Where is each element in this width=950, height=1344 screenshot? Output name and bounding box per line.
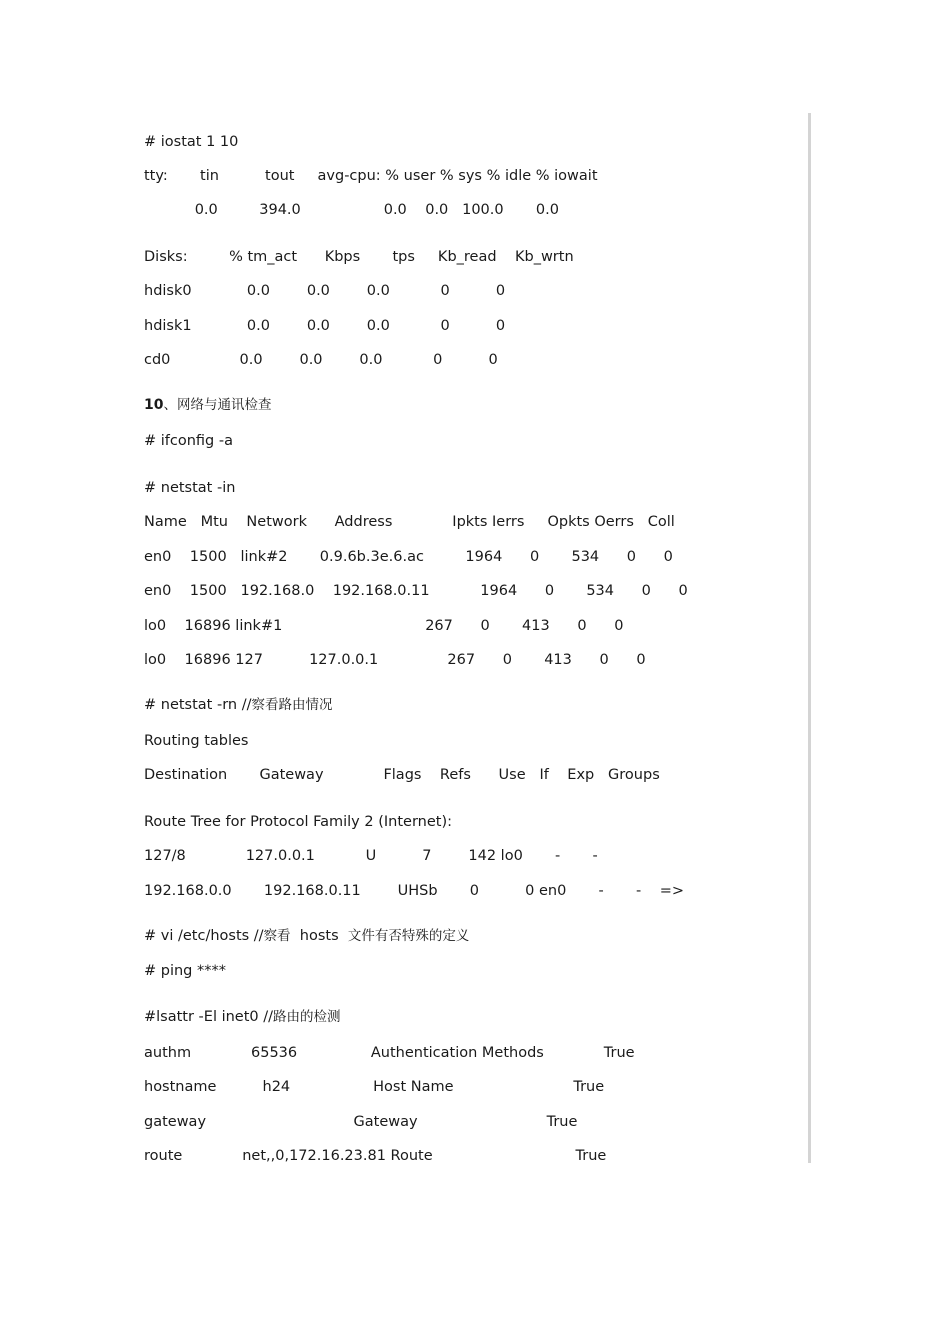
text-line <box>144 282 505 300</box>
text-line <box>144 432 233 450</box>
text-line <box>144 882 684 900</box>
text-line <box>144 513 675 531</box>
chinese-text: 、网络与通讯检查 <box>163 397 272 413</box>
line-text: gateway Gateway True <box>144 1114 578 1130</box>
text-line <box>144 548 673 566</box>
line-text: # netstat -rn // <box>144 697 252 713</box>
line-text: lo0 16896 link#1 267 0 413 0 0 <box>144 618 624 634</box>
page-margin-rule <box>808 113 811 1163</box>
line-text: hdisk1 0.0 0.0 0.0 0 0 <box>144 318 506 334</box>
chinese-text: 察看路由情况 <box>251 697 333 713</box>
line-text: 127/8 127.0.0.1 U 7 142 lo0 - - <box>144 848 598 864</box>
text-line <box>144 317 505 335</box>
text-line <box>144 1044 635 1062</box>
text-line <box>144 582 688 600</box>
line-text: #lsattr -El inet0 // <box>144 1009 274 1025</box>
line-text: authm 65536 Authentication Methods True <box>144 1045 635 1061</box>
section-number: 10 <box>144 397 164 413</box>
chinese-text: 察看 <box>263 928 291 944</box>
text-line <box>144 201 559 219</box>
line-text: Destination Gateway Flags Refs Use If Exp Groups <box>144 767 660 783</box>
line-text: Route Tree for Protocol Family 2 (Internet): <box>144 814 452 830</box>
text-line <box>144 617 623 635</box>
text-line <box>144 696 332 714</box>
text-line <box>144 1147 606 1165</box>
text-line <box>144 732 248 750</box>
line-text: en0 1500 link#2 0.9.6b.3e.6.ac 1964 0 534 0 0 <box>144 549 673 565</box>
text-line <box>144 351 498 369</box>
line-text: Disks: % tm_act Kbps tps Kb_read Kb_wrtn <box>144 249 574 265</box>
line-text: Name Mtu Network Address Ipkts Ierrs Opkts Oerrs Coll <box>144 514 675 530</box>
chinese-text: 文件有否特殊的定义 <box>347 928 470 944</box>
line-text: # vi /etc/hosts // <box>144 928 264 944</box>
text-line <box>144 167 598 185</box>
line-text: tty: tin tout avg-cpu: % user % sys % idle % iowait <box>144 168 598 184</box>
text-line <box>144 813 452 831</box>
text-line <box>144 396 271 414</box>
line-text: lo0 16896 127 127.0.0.1 267 0 413 0 0 <box>144 652 646 668</box>
line-text: hosts <box>290 928 348 944</box>
text-line <box>144 847 598 865</box>
text-line <box>144 651 646 669</box>
text-line <box>144 927 469 945</box>
chinese-text: 路由的检测 <box>273 1009 341 1025</box>
line-text: hdisk0 0.0 0.0 0.0 0 0 <box>144 283 506 299</box>
line-text: # iostat 1 10 <box>144 134 239 150</box>
line-text: en0 1500 192.168.0 192.168.0.11 1964 0 534 0 0 <box>144 583 688 599</box>
text-line <box>144 1008 341 1026</box>
text-line <box>144 248 574 266</box>
line-text: # netstat -in <box>144 480 236 496</box>
line-text: route net,,0,172.16.23.81 Route True <box>144 1148 607 1164</box>
text-line <box>144 479 235 497</box>
text-line <box>144 766 660 784</box>
text-line <box>144 1113 577 1131</box>
line-text: # ifconfig -a <box>144 433 233 449</box>
line-text: Routing tables <box>144 733 249 749</box>
line-text: 192.168.0.0 192.168.0.11 UHSb 0 0 en0 - - => <box>144 883 685 899</box>
line-text: # ping **** <box>144 963 226 979</box>
line-text: 0.0 394.0 0.0 0.0 100.0 0.0 <box>144 202 559 218</box>
line-text: cd0 0.0 0.0 0.0 0 0 <box>144 352 498 368</box>
text-line <box>144 1078 604 1096</box>
text-line <box>144 962 226 980</box>
line-text: hostname h24 Host Name True <box>144 1079 605 1095</box>
text-line <box>144 133 238 151</box>
